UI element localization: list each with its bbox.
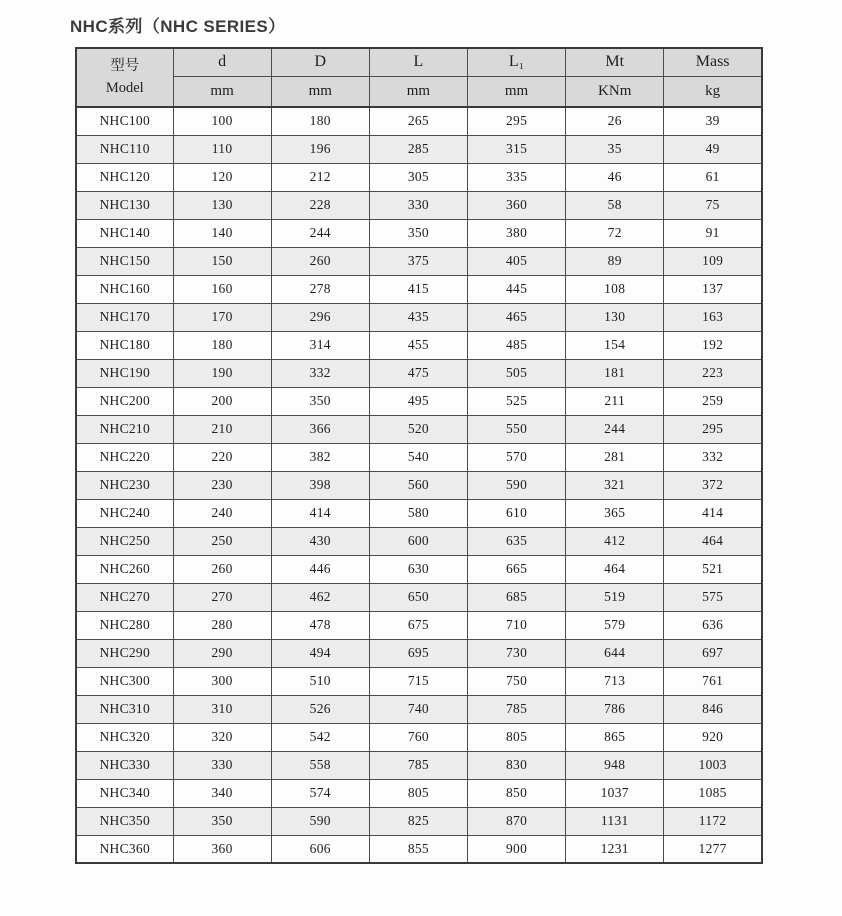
value-cell: 579	[566, 611, 664, 639]
value-cell: 260	[271, 247, 369, 275]
value-cell: 130	[566, 303, 664, 331]
value-cell: 196	[271, 135, 369, 163]
table-row	[76, 779, 762, 807]
value-cell: 340	[173, 779, 271, 807]
table-row	[76, 723, 762, 751]
column-header-model	[76, 48, 173, 107]
value-cell: 695	[369, 639, 467, 667]
value-cell: 494	[271, 639, 369, 667]
table-row	[76, 331, 762, 359]
model-cell: NHC290	[76, 639, 173, 667]
value-cell: 519	[566, 583, 664, 611]
value-cell: 920	[664, 723, 762, 751]
value-cell: 558	[271, 751, 369, 779]
model-cell: NHC250	[76, 527, 173, 555]
value-cell: 108	[566, 275, 664, 303]
value-cell: 464	[566, 555, 664, 583]
value-cell: 350	[173, 807, 271, 835]
table-row	[76, 667, 762, 695]
value-cell: 825	[369, 807, 467, 835]
table-row	[76, 639, 762, 667]
value-cell: 405	[467, 247, 565, 275]
value-cell: 228	[271, 191, 369, 219]
model-cell: NHC200	[76, 387, 173, 415]
model-cell: NHC350	[76, 807, 173, 835]
value-cell: 1131	[566, 807, 664, 835]
model-cell: NHC320	[76, 723, 173, 751]
value-cell: 211	[566, 387, 664, 415]
column-header-Mt: Mt	[566, 48, 664, 76]
value-cell: 39	[664, 107, 762, 135]
value-cell: 360	[173, 835, 271, 863]
value-cell: 570	[467, 443, 565, 471]
value-cell: 575	[664, 583, 762, 611]
column-header-Mass: Mass	[664, 48, 762, 76]
value-cell: 590	[467, 471, 565, 499]
value-cell: 760	[369, 723, 467, 751]
value-cell: 192	[664, 331, 762, 359]
value-cell: 1172	[664, 807, 762, 835]
value-cell: 606	[271, 835, 369, 863]
value-cell: 154	[566, 331, 664, 359]
value-cell: 350	[369, 219, 467, 247]
table-row	[76, 835, 762, 863]
value-cell: 855	[369, 835, 467, 863]
value-cell: 542	[271, 723, 369, 751]
unit-header-Mass: kg	[664, 76, 762, 107]
value-cell: 525	[467, 387, 565, 415]
value-cell: 485	[467, 331, 565, 359]
value-cell: 310	[173, 695, 271, 723]
value-cell: 630	[369, 555, 467, 583]
value-cell: 730	[467, 639, 565, 667]
value-cell: 1003	[664, 751, 762, 779]
value-cell: 120	[173, 163, 271, 191]
table-row	[76, 387, 762, 415]
value-cell: 635	[467, 527, 565, 555]
value-cell: 61	[664, 163, 762, 191]
value-cell: 710	[467, 611, 565, 639]
value-cell: 89	[566, 247, 664, 275]
value-cell: 332	[664, 443, 762, 471]
model-cell: NHC230	[76, 471, 173, 499]
column-header-d: d	[173, 48, 271, 76]
value-cell: 160	[173, 275, 271, 303]
value-cell: 181	[566, 359, 664, 387]
table-row	[76, 611, 762, 639]
value-cell: 137	[664, 275, 762, 303]
value-cell: 280	[173, 611, 271, 639]
model-cell: NHC330	[76, 751, 173, 779]
value-cell: 713	[566, 667, 664, 695]
table-row	[76, 555, 762, 583]
value-cell: 244	[566, 415, 664, 443]
value-cell: 475	[369, 359, 467, 387]
header-row-names	[76, 48, 762, 76]
header-row-units	[76, 76, 762, 107]
value-cell: 35	[566, 135, 664, 163]
value-cell: 170	[173, 303, 271, 331]
unit-header-L1: mm	[467, 76, 565, 107]
value-cell: 786	[566, 695, 664, 723]
value-cell: 350	[271, 387, 369, 415]
value-cell: 335	[467, 163, 565, 191]
value-cell: 414	[664, 499, 762, 527]
unit-header-Mt: KNm	[566, 76, 664, 107]
value-cell: 110	[173, 135, 271, 163]
table-row	[76, 163, 762, 191]
value-cell: 445	[467, 275, 565, 303]
value-cell: 750	[467, 667, 565, 695]
value-cell: 220	[173, 443, 271, 471]
value-cell: 260	[173, 555, 271, 583]
value-cell: 46	[566, 163, 664, 191]
value-cell: 697	[664, 639, 762, 667]
model-cell: NHC100	[76, 107, 173, 135]
page-title: NHC系列（NHC SERIES）	[70, 17, 286, 36]
table-row	[76, 219, 762, 247]
value-cell: 140	[173, 219, 271, 247]
table-row	[76, 303, 762, 331]
model-cell: NHC340	[76, 779, 173, 807]
model-cell: NHC150	[76, 247, 173, 275]
table-header	[76, 48, 762, 107]
value-cell: 130	[173, 191, 271, 219]
table-row	[76, 695, 762, 723]
value-cell: 526	[271, 695, 369, 723]
value-cell: 435	[369, 303, 467, 331]
value-cell: 190	[173, 359, 271, 387]
table-row	[76, 191, 762, 219]
value-cell: 75	[664, 191, 762, 219]
value-cell: 715	[369, 667, 467, 695]
column-header-D: D	[271, 48, 369, 76]
value-cell: 805	[467, 723, 565, 751]
value-cell: 380	[467, 219, 565, 247]
nhc-series-table	[75, 47, 763, 864]
table-row	[76, 499, 762, 527]
value-cell: 850	[467, 779, 565, 807]
model-cell: NHC260	[76, 555, 173, 583]
value-cell: 315	[467, 135, 565, 163]
value-cell: 180	[271, 107, 369, 135]
value-cell: 58	[566, 191, 664, 219]
value-cell: 365	[566, 499, 664, 527]
value-cell: 430	[271, 527, 369, 555]
table-body	[76, 107, 762, 863]
model-cell: NHC210	[76, 415, 173, 443]
value-cell: 805	[369, 779, 467, 807]
value-cell: 91	[664, 219, 762, 247]
value-cell: 210	[173, 415, 271, 443]
model-cell: NHC220	[76, 443, 173, 471]
model-label-zh: 型号	[110, 57, 140, 74]
value-cell: 495	[369, 387, 467, 415]
value-cell: 305	[369, 163, 467, 191]
model-cell: NHC140	[76, 219, 173, 247]
value-cell: 240	[173, 499, 271, 527]
value-cell: 478	[271, 611, 369, 639]
value-cell: 295	[467, 107, 565, 135]
value-cell: 296	[271, 303, 369, 331]
value-cell: 785	[467, 695, 565, 723]
value-cell: 200	[173, 387, 271, 415]
value-cell: 223	[664, 359, 762, 387]
value-cell: 550	[467, 415, 565, 443]
value-cell: 600	[369, 527, 467, 555]
value-cell: 675	[369, 611, 467, 639]
value-cell: 846	[664, 695, 762, 723]
value-cell: 540	[369, 443, 467, 471]
unit-header-d: mm	[173, 76, 271, 107]
value-cell: 330	[173, 751, 271, 779]
value-cell: 1231	[566, 835, 664, 863]
value-cell: 865	[566, 723, 664, 751]
value-cell: 948	[566, 751, 664, 779]
model-cell: NHC300	[76, 667, 173, 695]
value-cell: 1037	[566, 779, 664, 807]
value-cell: 636	[664, 611, 762, 639]
value-cell: 72	[566, 219, 664, 247]
value-cell: 560	[369, 471, 467, 499]
value-cell: 49	[664, 135, 762, 163]
value-cell: 382	[271, 443, 369, 471]
value-cell: 412	[566, 527, 664, 555]
table-row	[76, 527, 762, 555]
value-cell: 230	[173, 471, 271, 499]
table-row	[76, 443, 762, 471]
value-cell: 290	[173, 639, 271, 667]
value-cell: 505	[467, 359, 565, 387]
value-cell: 330	[369, 191, 467, 219]
value-cell: 446	[271, 555, 369, 583]
model-label-en: Model	[105, 79, 144, 96]
value-cell: 314	[271, 331, 369, 359]
model-cell: NHC170	[76, 303, 173, 331]
value-cell: 26	[566, 107, 664, 135]
model-cell: NHC190	[76, 359, 173, 387]
value-cell: 372	[664, 471, 762, 499]
value-cell: 150	[173, 247, 271, 275]
value-cell: 244	[271, 219, 369, 247]
value-cell: 465	[467, 303, 565, 331]
value-cell: 250	[173, 527, 271, 555]
value-cell: 685	[467, 583, 565, 611]
value-cell: 1277	[664, 835, 762, 863]
value-cell: 321	[566, 471, 664, 499]
value-cell: 285	[369, 135, 467, 163]
table-row	[76, 247, 762, 275]
value-cell: 521	[664, 555, 762, 583]
model-cell: NHC120	[76, 163, 173, 191]
table-row	[76, 359, 762, 387]
value-cell: 398	[271, 471, 369, 499]
value-cell: 212	[271, 163, 369, 191]
table-row	[76, 471, 762, 499]
model-cell: NHC110	[76, 135, 173, 163]
value-cell: 415	[369, 275, 467, 303]
value-cell: 870	[467, 807, 565, 835]
value-cell: 100	[173, 107, 271, 135]
value-cell: 320	[173, 723, 271, 751]
value-cell: 1085	[664, 779, 762, 807]
table-row	[76, 415, 762, 443]
table-row	[76, 583, 762, 611]
model-cell: NHC180	[76, 331, 173, 359]
value-cell: 180	[173, 331, 271, 359]
value-cell: 163	[664, 303, 762, 331]
unit-header-L: mm	[369, 76, 467, 107]
model-cell: NHC160	[76, 275, 173, 303]
model-cell: NHC240	[76, 499, 173, 527]
value-cell: 464	[664, 527, 762, 555]
value-cell: 414	[271, 499, 369, 527]
value-cell: 332	[271, 359, 369, 387]
table-row	[76, 751, 762, 779]
value-cell: 366	[271, 415, 369, 443]
value-cell: 785	[369, 751, 467, 779]
model-cell: NHC310	[76, 695, 173, 723]
column-header-L: L	[369, 48, 467, 76]
value-cell: 574	[271, 779, 369, 807]
value-cell: 644	[566, 639, 664, 667]
value-cell: 510	[271, 667, 369, 695]
value-cell: 270	[173, 583, 271, 611]
value-cell: 265	[369, 107, 467, 135]
table-row	[76, 135, 762, 163]
value-cell: 462	[271, 583, 369, 611]
value-cell: 650	[369, 583, 467, 611]
unit-header-D: mm	[271, 76, 369, 107]
value-cell: 300	[173, 667, 271, 695]
value-cell: 740	[369, 695, 467, 723]
value-cell: 109	[664, 247, 762, 275]
value-cell: 580	[369, 499, 467, 527]
value-cell: 761	[664, 667, 762, 695]
value-cell: 830	[467, 751, 565, 779]
value-cell: 295	[664, 415, 762, 443]
value-cell: 610	[467, 499, 565, 527]
table-row	[76, 275, 762, 303]
value-cell: 259	[664, 387, 762, 415]
value-cell: 375	[369, 247, 467, 275]
table-row	[76, 807, 762, 835]
value-cell: 590	[271, 807, 369, 835]
value-cell: 360	[467, 191, 565, 219]
model-cell: NHC280	[76, 611, 173, 639]
value-cell: 900	[467, 835, 565, 863]
model-cell: NHC130	[76, 191, 173, 219]
value-cell: 278	[271, 275, 369, 303]
value-cell: 455	[369, 331, 467, 359]
model-cell: NHC270	[76, 583, 173, 611]
value-cell: 665	[467, 555, 565, 583]
value-cell: 281	[566, 443, 664, 471]
model-cell: NHC360	[76, 835, 173, 863]
value-cell: 520	[369, 415, 467, 443]
column-header-L1: L₁	[467, 48, 565, 76]
table-row	[76, 107, 762, 135]
